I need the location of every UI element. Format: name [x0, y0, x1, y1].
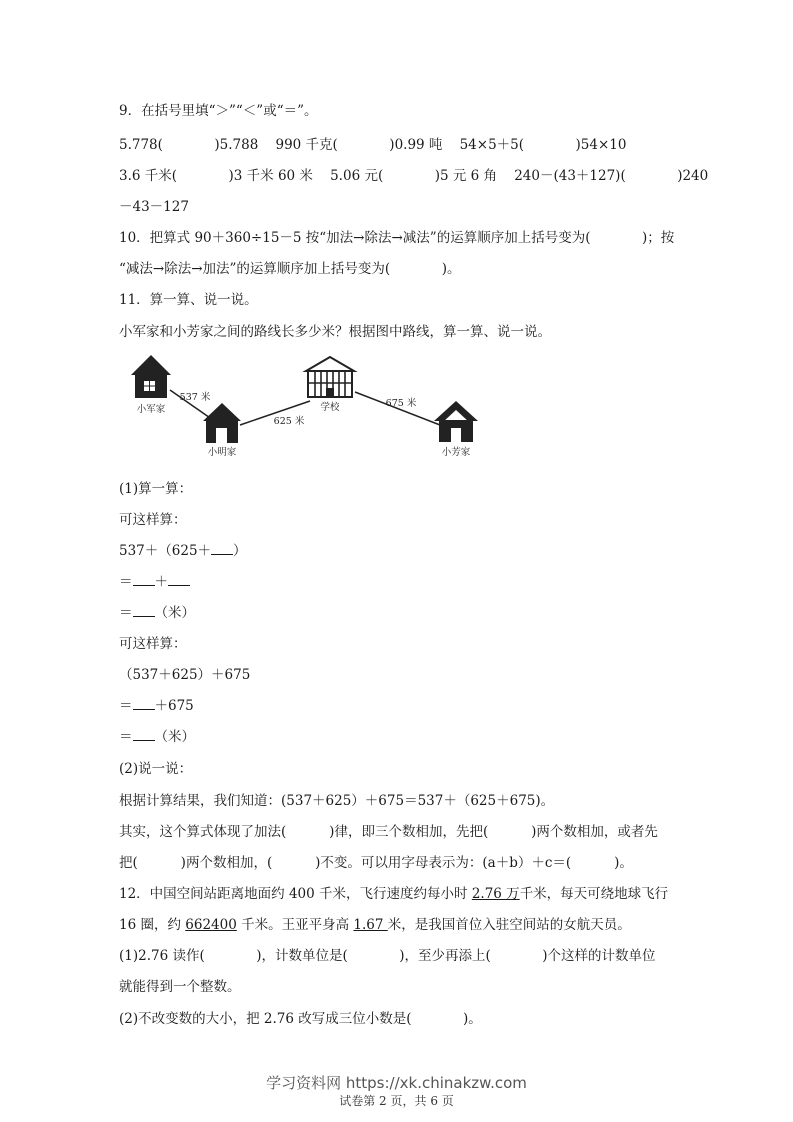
calc-a-line3: ＝ （米）	[119, 605, 195, 621]
q11-say2: 其实，这个算式体现了加法( )律，即三个数相加，先把( )两个数相加，或者先	[119, 824, 658, 840]
label-xiaoming: 小明家	[207, 447, 237, 458]
label-xiaojun: 小军家	[136, 404, 166, 415]
label-xiaofang: 小芳家	[441, 447, 471, 458]
answer-blank	[133, 728, 155, 741]
page-footer: 试卷第 2 页，共 6 页	[339, 1094, 454, 1108]
answer-blank	[168, 573, 190, 586]
q11-question: 小军家和小芳家之间的路线长多少米？根据图中路线，算一算、说一说。	[119, 324, 551, 340]
q11-say1: 根据计算结果，我们知道：(537＋625）＋675＝537＋（625＋675)。	[119, 793, 555, 809]
q11-title: 11．算一算、说一说。	[119, 292, 258, 308]
q9-row3: －43－127	[119, 199, 189, 215]
calc-b-line2: ＝ ＋675	[119, 698, 194, 714]
q9-title: 9．在括号里填“＞”“＜”或“＝”。	[119, 103, 318, 119]
calc-a-line2: ＝ ＋	[119, 573, 190, 591]
distance-675: 675 米	[385, 398, 417, 409]
watermark: 学习资料网 https://xk.chinakzw.com	[266, 1074, 527, 1092]
q11-method-b: 可这样算：	[119, 636, 187, 652]
q9-row1: 5.778( )5.788 990 千克( )0.99 吨 54×5＋5( )54×10	[119, 137, 627, 153]
q10-line2: “减法→除法→加法”的运算顺序加上括号变为( )。	[119, 261, 461, 277]
q9-row2: 3.6 千米( )3 千米 60 米 5.06 元( )5 元 6 角 240－(43＋127)( )240	[119, 168, 709, 184]
q11-method-a: 可这样算：	[119, 512, 187, 528]
house-icon-xiaofang	[434, 401, 478, 442]
house-icon-xiaoming	[203, 403, 241, 443]
q12-line1: 12．中国空间站距离地面约 400 千米，飞行速度约每小时 2.76 万千米，每天可绕地球飞行	[119, 886, 669, 902]
answer-blank	[211, 542, 233, 555]
distance-625: 625 米	[273, 416, 305, 427]
house-icon-xiaojun	[131, 355, 171, 398]
answer-blank	[133, 604, 155, 617]
q12-part1-a: (1)2.76 读作( )，计数单位是( )，至少再添上( )个这样的计数单位	[119, 948, 656, 964]
calc-b-line3: ＝ （米）	[119, 729, 195, 745]
label-school: 学校	[320, 402, 340, 413]
calc-a-line1: 537＋（625＋ ）	[119, 543, 247, 559]
q12-part1-b: 就能得到一个整数。	[119, 979, 241, 995]
q12-line2: 16 圈，约 662400 千米。王亚平身高 1.67 米，是我国首位入驻空间站的女航天员。	[119, 917, 631, 933]
calc-b-line1: （537＋625）＋675	[119, 667, 251, 683]
answer-blank	[133, 697, 155, 710]
distance-537: 537 米	[179, 392, 211, 403]
route-map	[0, 0, 793, 470]
q12-part2: (2)不改变数的大小，把 2.76 改写成三位小数是( )。	[119, 1011, 482, 1027]
q11-part1: (1)算一算：	[119, 481, 193, 497]
q11-part2: (2)说一说：	[119, 761, 193, 777]
school-icon	[306, 357, 354, 397]
q10-line1: 10．把算式 90＋360÷15－5 按“加法→除法→减法”的运算顺序加上括号变为( )；按	[119, 230, 675, 246]
q11-say3: 把( )两个数相加，( )不变。可以用字母表示为：(a＋b）＋c＝( )。	[119, 855, 633, 871]
answer-blank	[133, 573, 155, 586]
